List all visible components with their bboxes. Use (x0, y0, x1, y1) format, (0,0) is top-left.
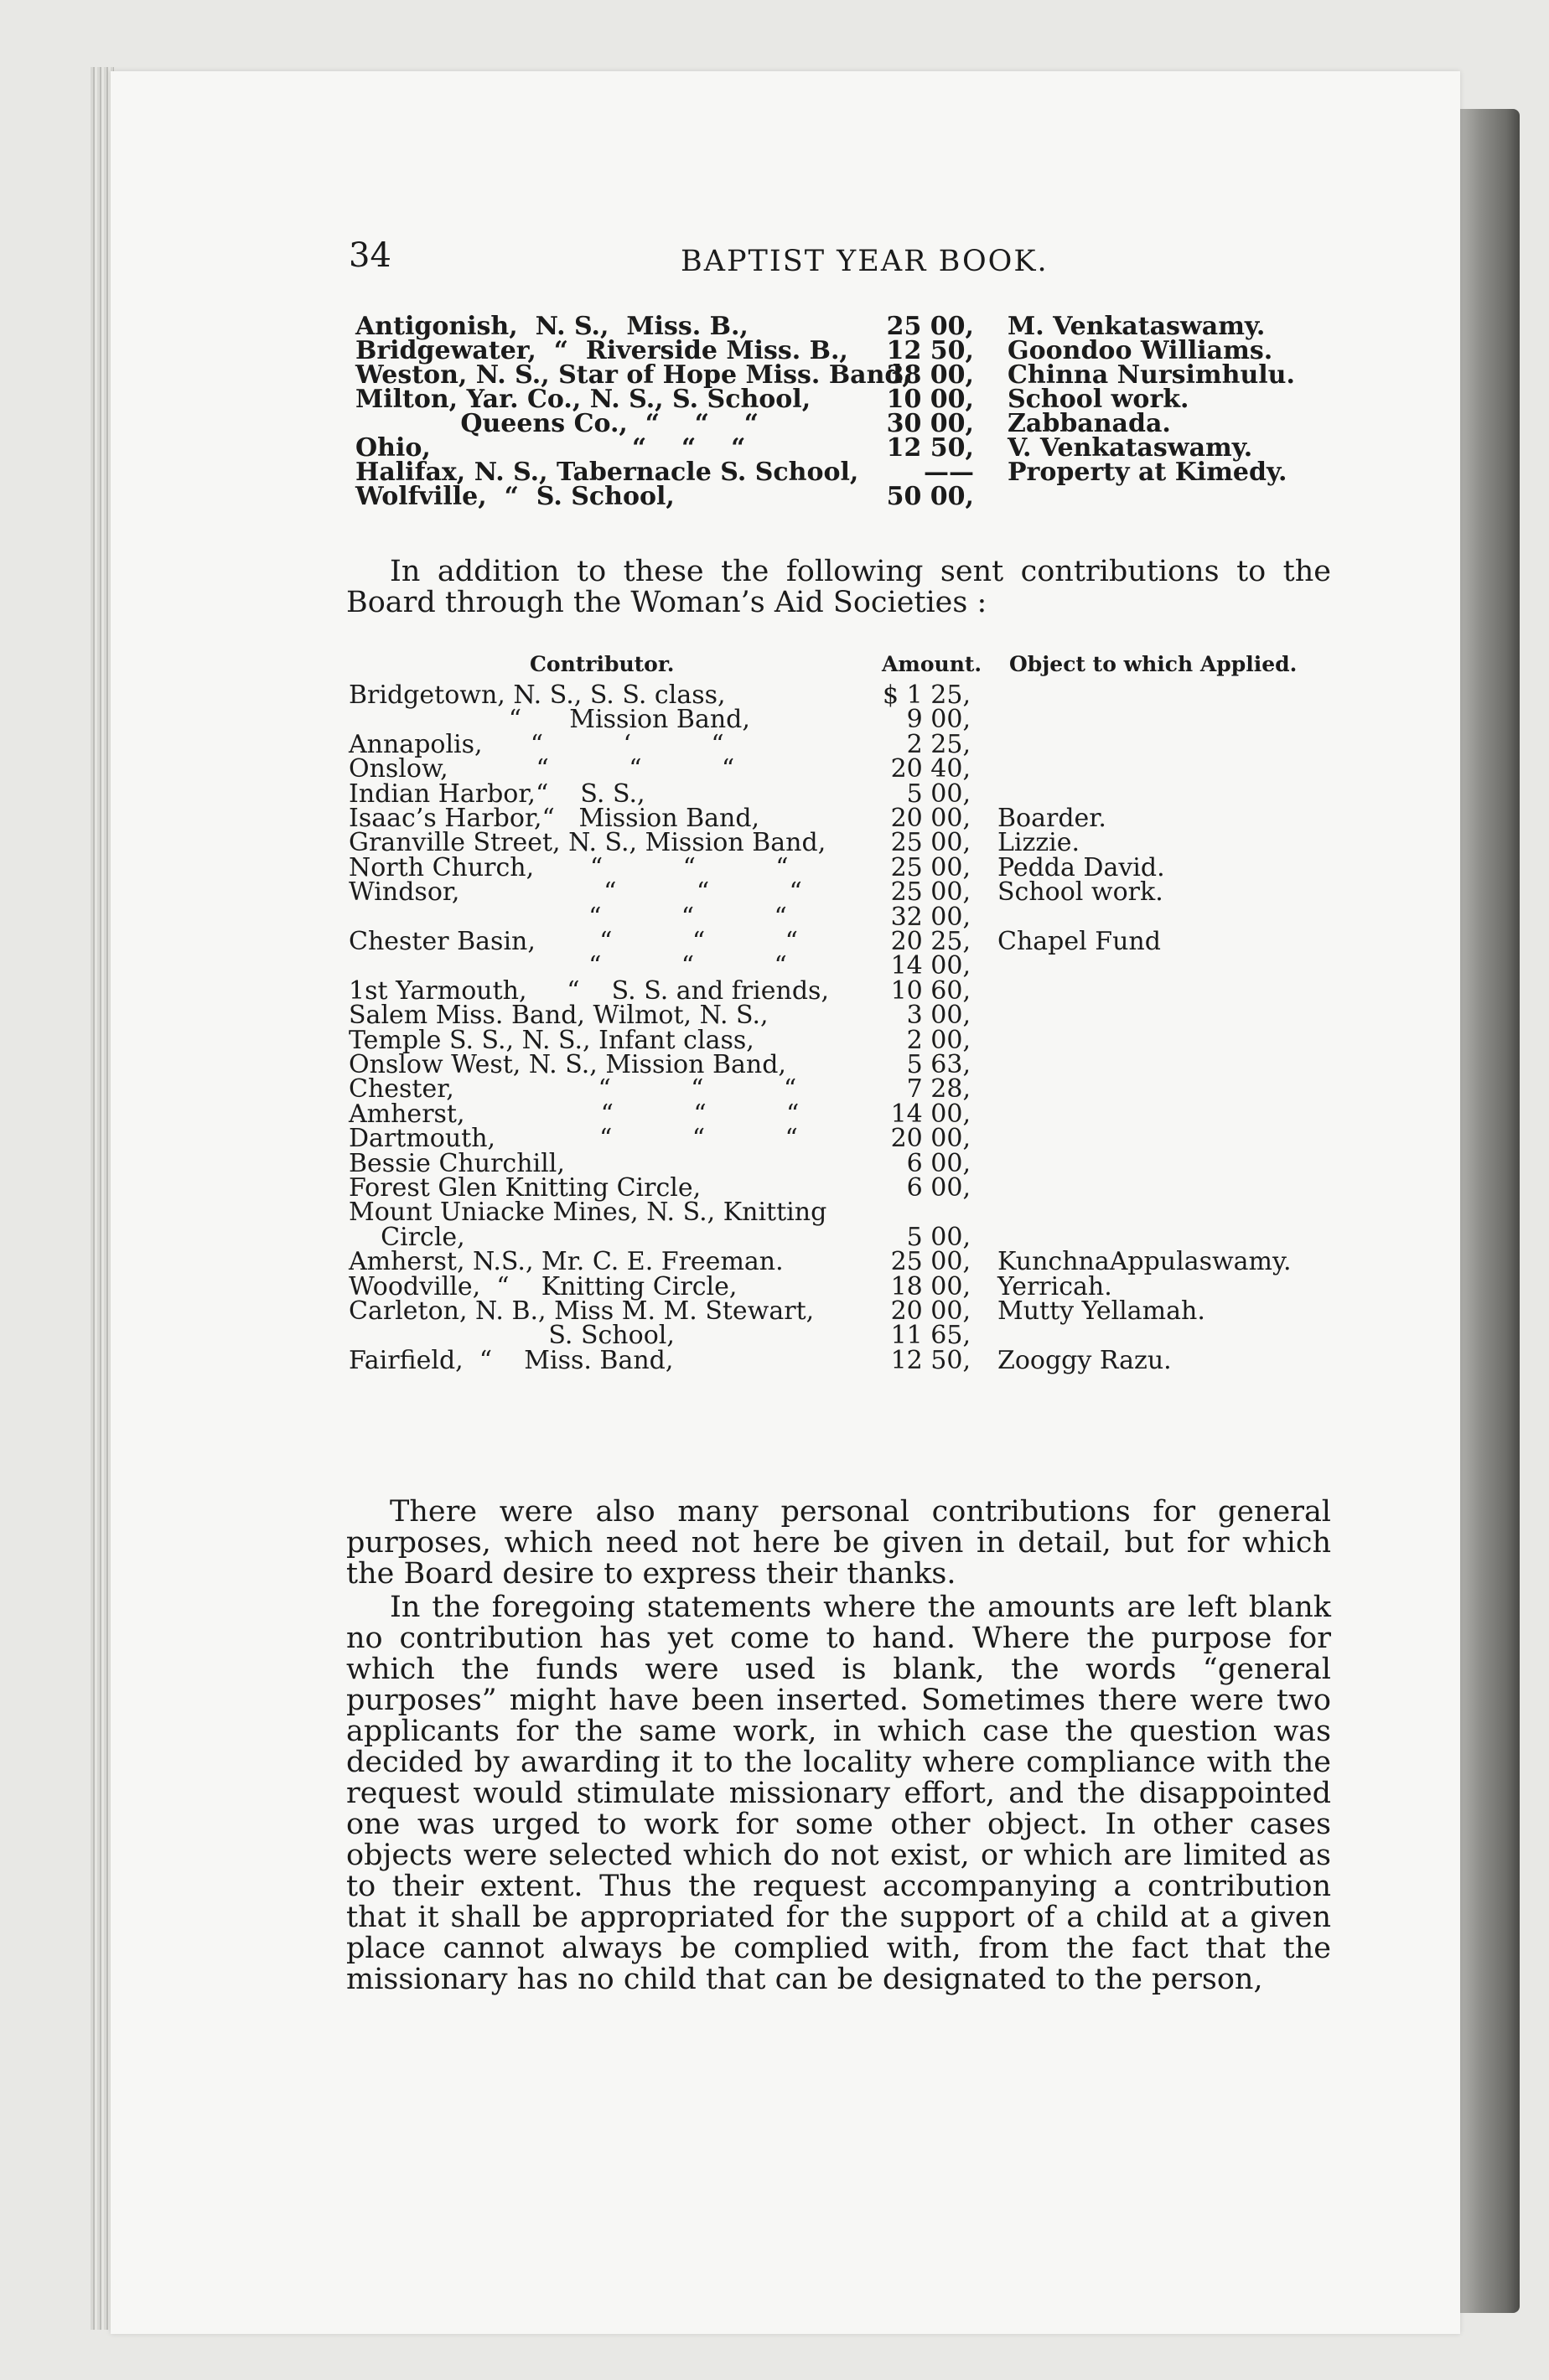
contributor-cell: Chester Basin, “ “ “ (349, 927, 798, 956)
contributor-cell: Mount Uniacke Mines, N. S., Knitting (349, 1198, 827, 1228)
object-cell: Property at Kimedy. (1008, 458, 1287, 487)
contributor-cell: “ Mission Band, (349, 705, 750, 735)
contributor-cell: Halifax, N. S., Tabernacle S. School, (355, 458, 859, 487)
amount-cell: 20 00, (890, 804, 971, 833)
amount-cell: 30 00, (886, 409, 974, 438)
object-cell: KunchnaAppulaswamy. (997, 1247, 1292, 1277)
contributor-cell: Onslow West, N. S., Mission Band, (349, 1050, 786, 1079)
contributor-cell: Indian Harbor,“ S. S., (349, 779, 645, 809)
contributor-cell: Amherst, N.S., Mr. C. E. Freeman. (349, 1247, 784, 1277)
contributor-cell: North Church, “ “ “ (349, 852, 789, 882)
contributor-cell: S. School, (349, 1321, 675, 1351)
contributor-cell: Salem Miss. Band, Wilmot, N. S., (349, 1001, 769, 1031)
contributor-cell: Carleton, N. B., Miss M. M. Stewart, (349, 1296, 815, 1326)
amount-cell: $ 1 25, (883, 680, 971, 710)
paragraph-explanation: In the foregoing statements where the amounts are left blank no contribution has yet come to hand. Where the purpose for which the funds were used is blank, the words “general purposes” might have been inserted. Sometimes there were two applicants for the same work, in which case the question was decided by awarding it to the locality where compliance with the request would stimulate missionary effort, and the disappointed one was urged to work for some other object. In other cases objects were selected which do not exist, or which are limited as to their extent. Thus the request accompanying a contribution that it shall be appropriated for the support of a child at a given place cannot always be complied with, from the fact that the missionary has no child that can be designated to the person, (346, 1591, 1331, 1996)
contributor-cell: Bridgewater, “ Riverside Miss. B., (355, 336, 848, 365)
contributor-cell: Queens Co., “ “ “ (355, 409, 759, 438)
object-cell: Mutty Yellamah. (997, 1296, 1205, 1326)
amount-cell: 12 50, (886, 433, 974, 463)
amount-cell: 38 00, (886, 360, 974, 390)
contributor-cell: Isaac’s Harbor,“ Mission Band, (349, 804, 760, 833)
contributor-cell: 1st Yarmouth, “ S. S. and friends, (349, 975, 829, 1006)
amount-cell: 11 65, (890, 1321, 971, 1351)
amount-cell: 25 00, (890, 828, 971, 858)
amount-cell: 7 28, (906, 1074, 971, 1105)
amount-cell: 20 00, (890, 1124, 971, 1154)
amount-cell: 20 40, (890, 754, 971, 784)
amount-cell: 20 25, (890, 927, 971, 956)
paragraph-thanks: There were also many personal contributions for general purposes, which need not here be given in detail, but for which the Board desire to express their thanks. (346, 1495, 1331, 1591)
amount-cell: 32 00, (890, 902, 971, 932)
amount-cell: 14 00, (890, 1099, 971, 1129)
contributor-cell: Chester, “ “ “ (349, 1074, 797, 1105)
contributor-cell: Annapolis, “ ‘ “ (349, 729, 724, 759)
amount-cell: 25 00, (890, 852, 971, 882)
object-cell: Goondoo Williams. (1008, 336, 1273, 365)
amount-cell: 14 00, (890, 951, 971, 981)
object-cell: School work. (997, 877, 1163, 908)
amount-cell: 5 00, (906, 779, 971, 809)
table-row (0, 482, 1549, 512)
contributor-cell: Woodville, “ Knitting Circle, (349, 1271, 738, 1301)
amount-cell: 6 00, (906, 1148, 971, 1178)
contributor-cell: Forest Glen Knitting Circle, (349, 1173, 702, 1203)
contributor-cell: Weston, N. S., Star of Hope Miss. Band, (355, 360, 911, 390)
amount-cell: 25 00, (886, 312, 974, 341)
amount-cell: 18 00, (890, 1271, 971, 1301)
contributor-cell: “ “ “ (349, 951, 787, 981)
table-row (0, 1346, 1549, 1376)
running-title: BAPTIST YEAR BOOK. (681, 245, 1049, 278)
amount-cell: 2 00, (906, 1025, 971, 1055)
contributor-cell: Wolfville, “ S. School, (355, 482, 675, 511)
contributor-cell: Bridgetown, N. S., S. S. class, (349, 680, 726, 710)
contributor-cell: Temple S. S., N. S., Infant class, (349, 1025, 754, 1055)
object-cell: Pedda David. (997, 852, 1165, 882)
amount-cell: 25 00, (890, 877, 971, 908)
object-cell: Zabbanada. (1008, 409, 1171, 438)
amount-cell: 50 00, (886, 482, 974, 511)
column-header-amount: Amount. (882, 652, 982, 676)
contributor-cell: Milton, Yar. Co., N. S., S. School, (355, 385, 811, 414)
amount-cell: 20 00, (890, 1296, 971, 1326)
contributor-cell: Granville Street, N. S., Mission Band, (349, 828, 826, 858)
object-cell: Zooggy Razu. (997, 1345, 1172, 1375)
contributor-cell: Dartmouth, “ “ “ (349, 1124, 798, 1154)
amount-cell: 10 60, (890, 975, 971, 1006)
object-cell: Lizzie. (997, 828, 1080, 858)
page-number: 34 (349, 236, 391, 275)
amount-cell: —— (924, 458, 974, 487)
amount-cell: 5 63, (906, 1050, 971, 1079)
object-cell: M. Venkataswamy. (1008, 312, 1266, 341)
contributor-cell: Ohio, “ “ “ (355, 433, 746, 463)
contributor-cell: Onslow, “ “ “ (349, 754, 735, 784)
paragraph-intro: In addition to these the following sent contributions to the Board through the Woman’s Aid Societies : (346, 555, 1331, 619)
contributor-cell: Fairfield, “ Miss. Band, (349, 1345, 674, 1375)
contributor-cell: Antigonish, N. S., Miss. B., (355, 312, 749, 341)
contributor-cell: Bessie Churchill, (349, 1148, 565, 1178)
contributor-cell: “ “ “ (349, 902, 787, 932)
contributor-cell: Circle, (349, 1222, 465, 1252)
amount-cell: 12 50, (890, 1345, 971, 1375)
amount-cell: 25 00, (890, 1247, 971, 1277)
amount-cell: 2 25, (906, 729, 971, 759)
column-header-contributor: Contributor. (530, 652, 675, 676)
object-cell: Chapel Fund (997, 927, 1161, 956)
amount-cell: 10 00, (886, 385, 974, 414)
object-cell: Boarder. (997, 804, 1106, 833)
contributor-cell: Windsor, “ “ “ (349, 877, 802, 908)
object-cell: School work. (1008, 385, 1189, 414)
amount-cell: 5 00, (906, 1222, 971, 1252)
column-header-object: Object to which Applied. (1009, 652, 1298, 676)
object-cell: Chinna Nursimhulu. (1008, 360, 1295, 390)
amount-cell: 6 00, (906, 1173, 971, 1203)
object-cell: Yerricah. (997, 1271, 1112, 1301)
contributor-cell: Amherst, “ “ “ (349, 1099, 800, 1129)
object-cell: V. Venkataswamy. (1008, 433, 1253, 463)
amount-cell: 12 50, (886, 336, 974, 365)
amount-cell: 3 00, (906, 1001, 971, 1031)
amount-cell: 9 00, (906, 705, 971, 735)
